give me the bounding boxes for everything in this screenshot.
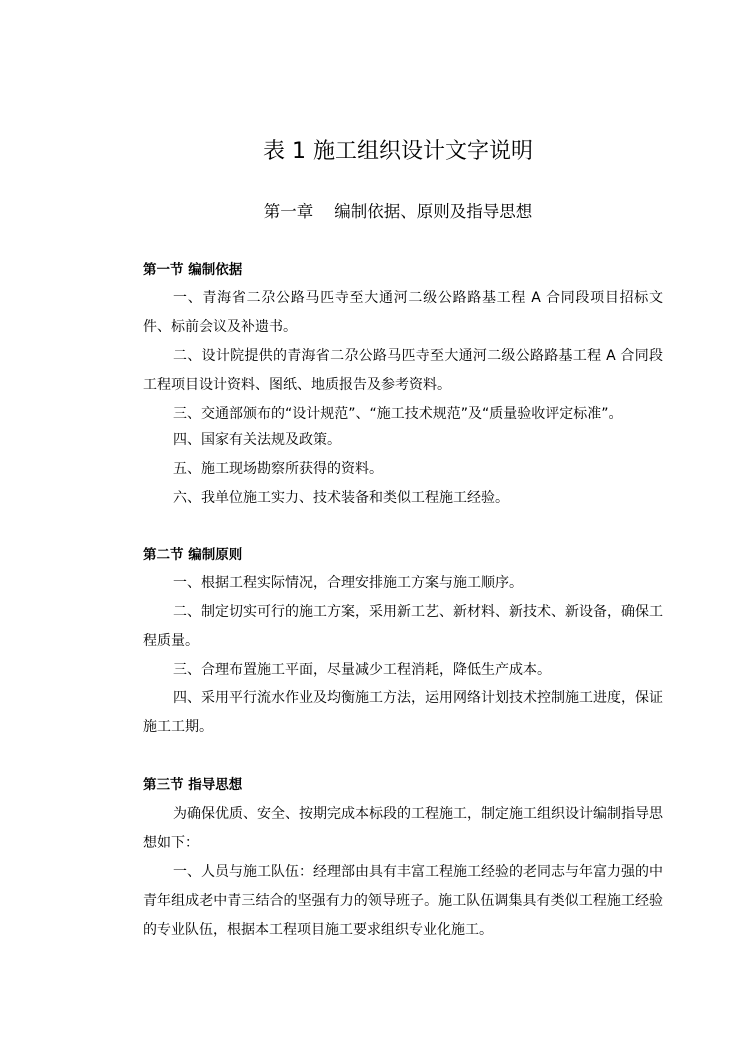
paragraph: 一、青海省二尕公路马匹寺至大通河二级公路路基工程 A 合同段项目招标文件、标前会议及补遗书。 bbox=[143, 290, 663, 335]
paragraph: 五、施工现场勘察所获得的资料。 bbox=[173, 461, 383, 477]
paragraph: 二、设计院提供的青海省二尕公路马匹寺至大通河二级公路路基工程 A 合同段工程项目设计资料、图纸、地质报告及参考资料。 bbox=[143, 348, 663, 393]
section-heading-guiding-ideology: 第三节 指导思想 bbox=[143, 777, 243, 793]
document-title: 表 1 施工组织设计文字说明 bbox=[263, 139, 533, 164]
paragraph: 一、人员与施工队伍：经理部由具有丰富工程施工经验的老同志与年富力强的中青年组成老中青三结合的坚强有力的领导班子。施工队伍调集具有类似工程施工经验的专业队伍，根据本工程项目施工要求组织专业化施工。 bbox=[143, 864, 663, 938]
chapter-title: 第一章 编制依据、原则及指导思想 bbox=[263, 202, 533, 221]
paragraph: 为确保优质、安全、按期完成本标段的工程施工，制定施工组织设计编制指导思想如下： bbox=[143, 806, 663, 851]
paragraph: 三、交通部颁布的“设计规范”、“施工技术规范”及“质量验收评定标准”。 bbox=[173, 406, 623, 422]
paragraph: 四、国家有关法规及政策。 bbox=[173, 432, 341, 448]
section-heading-basis: 第一节 编制依据 bbox=[143, 262, 243, 278]
paragraph: 一、根据工程实际情况，合理安排施工方案与施工顺序。 bbox=[173, 575, 523, 591]
section-heading-principles: 第二节 编制原则 bbox=[143, 547, 243, 563]
paragraph: 六、我单位施工实力、技术装备和类似工程施工经验。 bbox=[173, 490, 509, 506]
paragraph: 二、制定切实可行的施工方案，采用新工艺、新材料、新技术、新设备，确保工程质量。 bbox=[143, 604, 663, 649]
paragraph: 三、合理布置施工平面，尽量减少工程消耗，降低生产成本。 bbox=[173, 662, 551, 678]
paragraph: 四、采用平行流水作业及均衡施工方法，运用网络计划技术控制施工进度，保证施工工期。 bbox=[143, 690, 663, 735]
